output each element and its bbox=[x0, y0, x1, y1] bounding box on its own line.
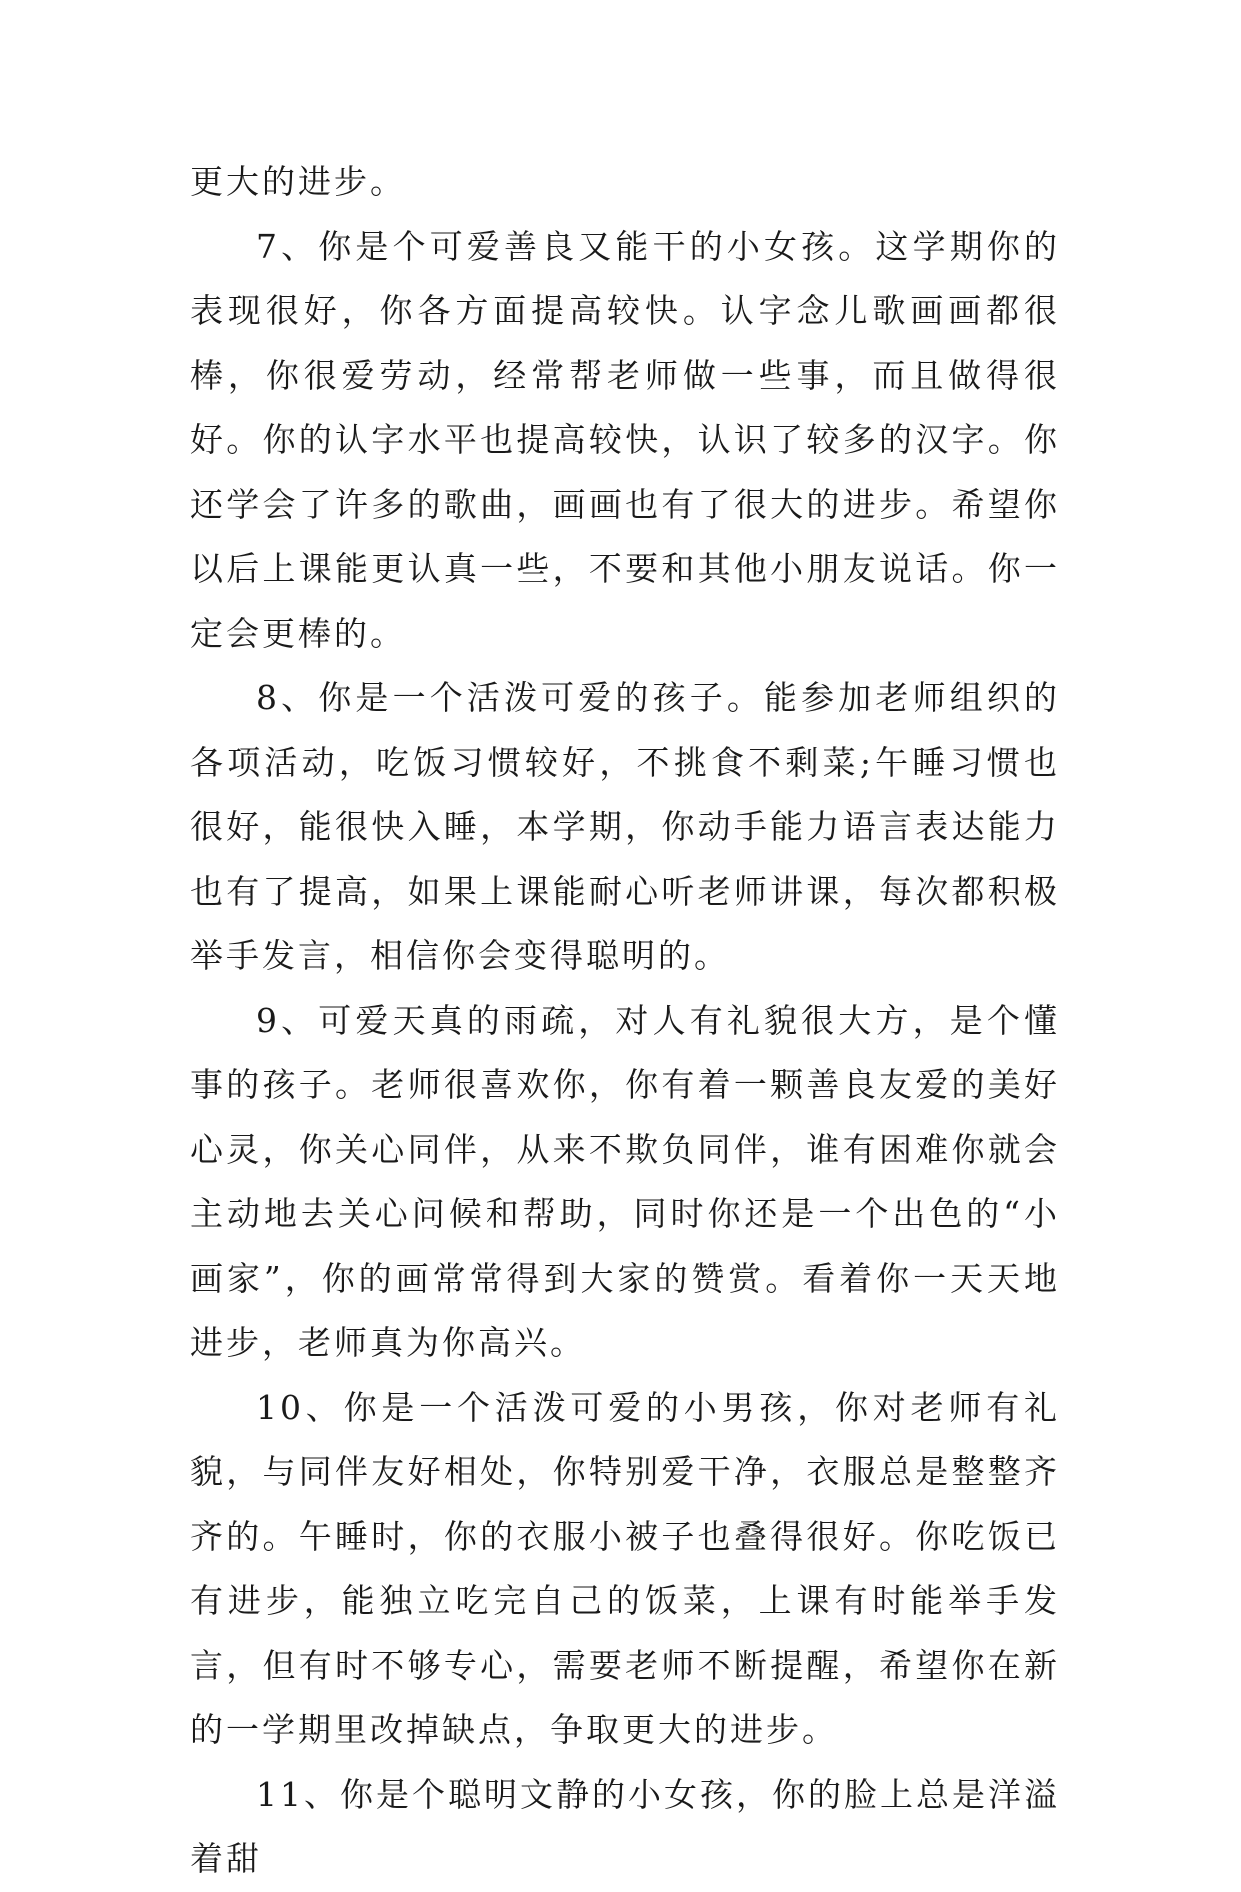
comment-paragraph-10: 10、你是一个活泼可爱的小男孩，你对老师有礼貌，与同伴友好相处，你特别爱干净，衣服总是整整齐齐的。午睡时，你的衣服小被子也叠得很好。你吃饭已有进步，能独立吃完自己的饭菜，上课有时能举手发言，但有时不够专心，需要老师不断提醒，希望你在新的一学期里改掉缺点，争取更大的进步。 bbox=[190, 1387, 1060, 1749]
comment-paragraph-9: 9、可爱天真的雨疏，对人有礼貌很大方，是个懂事的孩子。老师很喜欢你，你有着一颗善良友爱的美好心灵，你关心同伴，从来不欺负同伴，谁有困难你就会主动地去关心问候和帮助，同时你还是一个出色的“小画家”，你的画常常得到大家的赞赏。看着你一天天地进步，老师真为你高兴。 bbox=[190, 1000, 1060, 1362]
document-page bbox=[190, 150, 1060, 1892]
comment-paragraph-7: 7、你是个可爱善良又能干的小女孩。这学期你的表现很好，你各方面提高较快。认字念儿歌画画都很棒，你很爱劳动，经常帮老师做一些事，而且做得很好。你的认字水平也提高较快，认识了较多的汉字。你还学会了许多的歌曲，画画也有了很大的进步。希望你以后上课能更认真一些，不要和其他小朋友说话。你一定会更棒的。 bbox=[190, 226, 1060, 653]
comment-paragraph-8: 8、你是一个活泼可爱的孩子。能参加老师组织的各项活动，吃饭习惯较好，不挑食不剩菜;午睡习惯也很好，能很快入睡，本学期，你动手能力语言表达能力也有了提高，如果上课能耐心听老师讲课，每次都积极举手发言，相信你会变得聪明的。 bbox=[190, 678, 1060, 975]
comment-paragraph-11: 11、你是个聪明文静的小女孩，你的脸上总是洋溢着甜 bbox=[190, 1774, 1060, 1878]
paragraph-continuation: 更大的进步。 bbox=[190, 162, 406, 201]
